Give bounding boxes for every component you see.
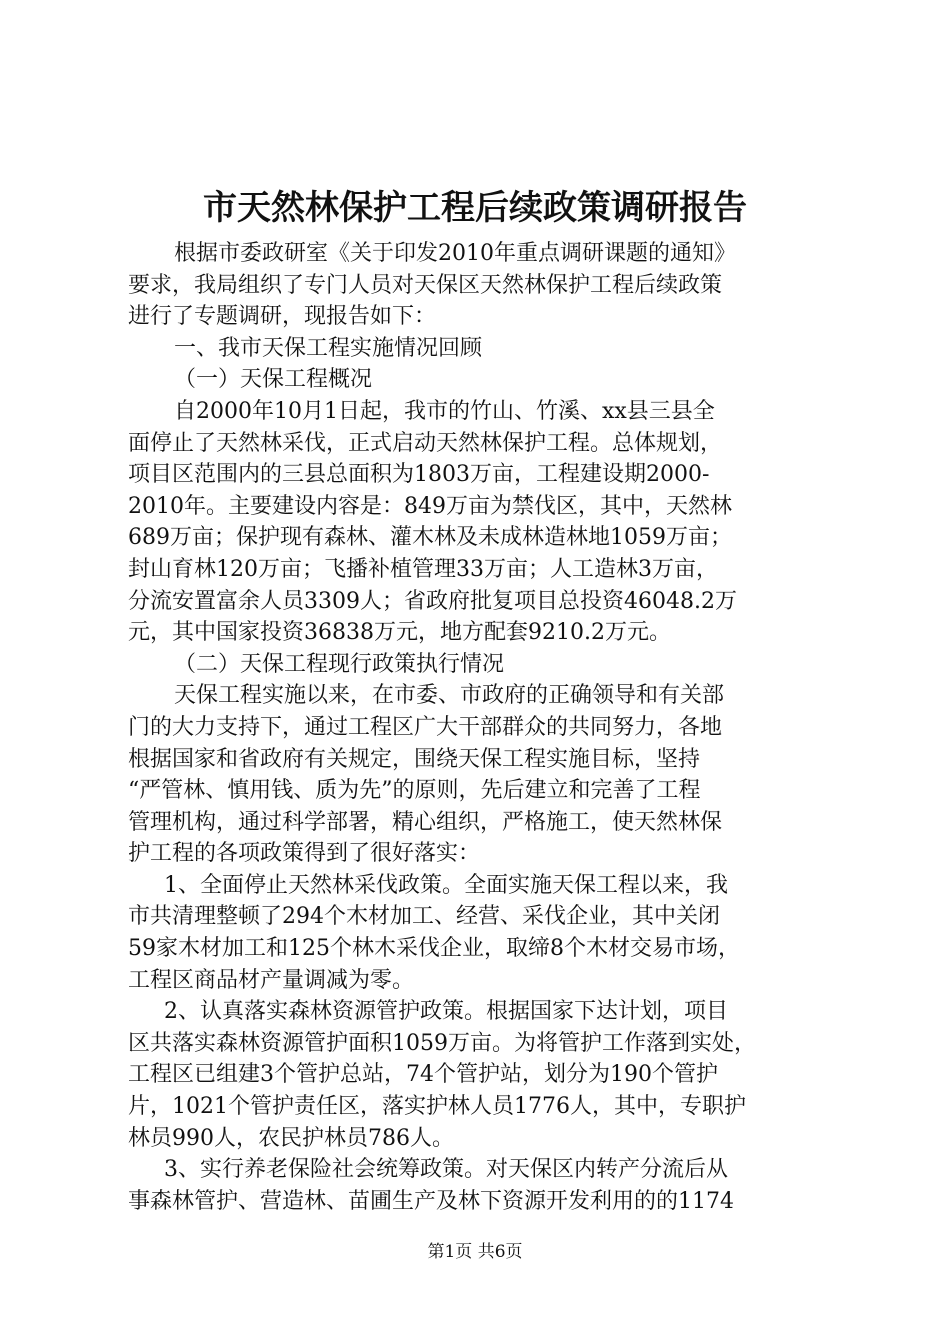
paragraph-line: 进行了专题调研，现报告如下： [128, 304, 437, 330]
paragraph-line: 工程区商品材产量调减为零。 [128, 967, 415, 993]
paragraph-line: 片，1021个管护责任区，落实护林人员1776人，其中，专职护 [128, 1094, 746, 1120]
section-heading: 一、我市天保工程实施情况回顾 [174, 335, 483, 361]
paragraph-line: 管理机构，通过科学部署，精心组织，严格施工，使天然林保 [128, 809, 723, 835]
paragraph-line: 2、认真落实森林资源管护政策。根据国家下达计划，项目 [164, 999, 728, 1025]
paragraph-line: 689万亩；保护现有森林、灌木林及未成林造林地1059万亩； [128, 525, 732, 551]
paragraph-line: 3、实行养老保险社会统筹政策。对天保区内转产分流后从 [164, 1157, 728, 1183]
paragraph-line: 59家木材加工和125个林木采伐企业，取缔8个木材交易市场， [128, 936, 740, 962]
paragraph-line: 要求，我局组织了专门人员对天保区天然林保护工程后续政策 [128, 272, 723, 298]
paragraph-line: 门的大力支持下，通过工程区广大干部群众的共同努力，各地 [128, 714, 723, 740]
paragraph-line: 林员990人，农民护林员786人。 [128, 1125, 454, 1151]
paragraph-line: 根据市委政研室《关于印发2010年重点调研课题的通知》 [174, 241, 736, 266]
paragraph-line: 天保工程实施以来，在市委、市政府的正确领导和有关部 [174, 683, 725, 709]
paragraph-line: 面停止了天然林采伐，正式启动天然林保护工程。总体规划， [128, 430, 723, 456]
paragraph-line: 分流安置富余人员3309人；省政府批复项目总投资46048.2万 [128, 588, 737, 614]
paragraph-line: 区共落实森林资源管护面积1059万亩。为将管护工作落到实处， [128, 1030, 756, 1056]
document-title: 市天然林保护工程后续政策调研报告 [203, 188, 747, 228]
paragraph-line: 工程区已组建3个管护总站，74个管护站，划分为190个管护 [128, 1062, 718, 1088]
paragraph-line: 自2000年10月1日起，我市的竹山、竹溪、xx县三县全 [174, 398, 715, 424]
document-body [128, 238, 836, 1217]
paragraph-line: 2010年。主要建设内容是：849万亩为禁伐区，其中，天然林 [128, 493, 732, 519]
subsection-heading: （二）天保工程现行政策执行情况 [174, 651, 505, 677]
paragraph-line: “严管林、慎用钱、质为先”的原则，先后建立和完善了工程 [128, 778, 701, 804]
paragraph-line: 1、全面停止天然林采伐政策。全面实施天保工程以来，我 [164, 872, 728, 898]
paragraph-line: 根据国家和省政府有关规定，围绕天保工程实施目标，坚持 [128, 746, 701, 772]
page-footer: 第1页 共6页 [427, 1242, 523, 1262]
subsection-heading: （一）天保工程概况 [174, 367, 373, 393]
paragraph-line: 市共清理整顿了294个木材加工、经营、采伐企业，其中关闭 [128, 904, 720, 930]
paragraph-line: 元，其中国家投资36838万元，地方配套9210.2万元。 [128, 620, 671, 646]
paragraph-line: 封山育林120万亩；飞播补植管理33万亩；人工造林3万亩， [128, 556, 718, 582]
paragraph-line: 事森林管护、营造林、苗圃生产及林下资源开发利用的的1174 [128, 1188, 734, 1214]
paragraph-line: 项目区范围内的三县总面积为1803万亩，工程建设期2000- [128, 462, 710, 488]
paragraph-line: 护工程的各项政策得到了很好落实： [128, 841, 481, 867]
